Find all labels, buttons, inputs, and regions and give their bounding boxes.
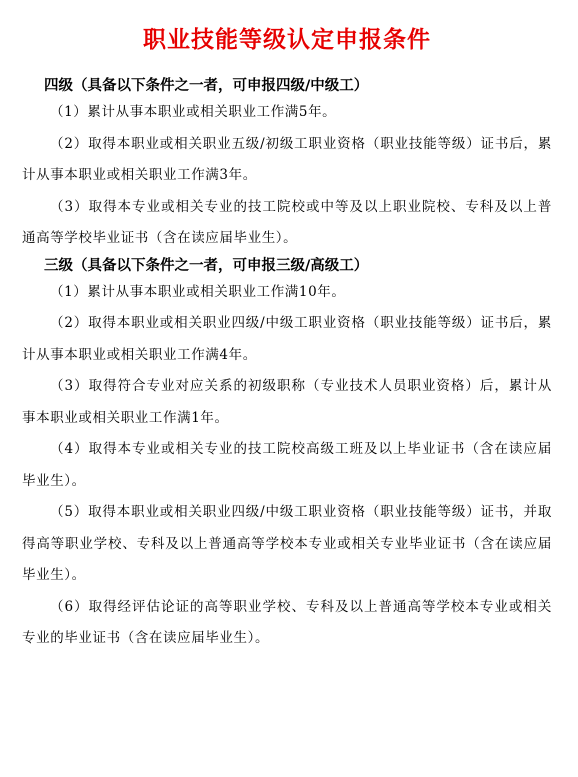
document-title: 职业技能等级认定申报条件 — [143, 27, 431, 53]
condition-item: （2）取得本职业或相关职业四级/中级工职业资格（职业技能等级）证书后，累计从事本职业或相关职业工作满4年。 — [22, 315, 552, 363]
condition-item: （1）累计从事本职业或相关职业工作满5年。 — [50, 104, 337, 120]
condition-item: （1）累计从事本职业或相关职业工作满10年。 — [50, 283, 346, 300]
condition-item: （2）取得本职业或相关职业五级/初级工职业资格（职业技能等级）证书后，累计从事本职业或相关职业工作满3年。 — [22, 135, 552, 183]
condition-item: （3）取得本专业或相关专业的技工院校或中等及以上职业院校、专科及以上普通高等学校毕业证书（含在读应届毕业生）。 — [22, 198, 552, 246]
section-heading: 三级（具备以下条件之一者，可申报三级/高级工） — [44, 257, 369, 274]
condition-item: （4）取得本专业或相关专业的技工院校高级工班及以上毕业证书（含在读应届毕业生）。 — [22, 441, 552, 489]
condition-item: （6）取得经评估论证的高等职业学校、专科及以上普通高等学校本专业或相关专业的毕业证书（含在读应届毕业生）。 — [22, 598, 552, 646]
section-level-3 — [22, 255, 552, 655]
section-heading: 四级（具备以下条件之一者，可申报四级/中级工） — [44, 78, 369, 94]
condition-item: （5）取得本职业或相关职业四级/中级工职业资格（职业技能等级）证书，并取得高等职业学校、专科及以上普通高等学校本专业或相关专业毕业证书（含在读应届毕业生）。 — [22, 504, 552, 583]
section-level-4 — [22, 75, 552, 255]
condition-item: （3）取得符合专业对应关系的初级职称（专业技术人员职业资格）后，累计从事本职业或相关职业工作满1年。 — [22, 378, 552, 426]
